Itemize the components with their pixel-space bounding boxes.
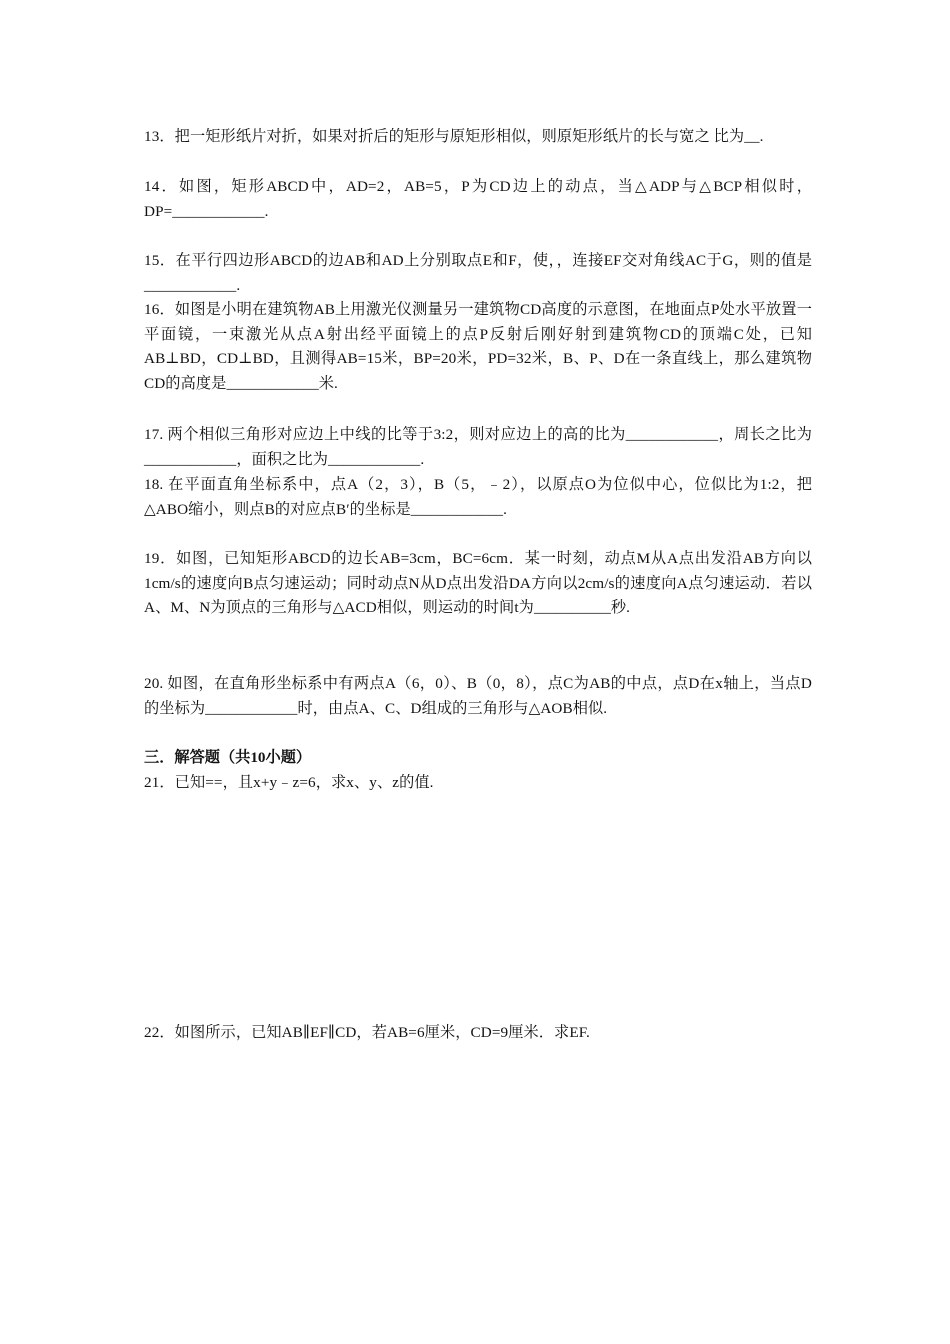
question-20-text: 20. 如图，在直角形坐标系中有两点A（6，0）、B（0，8），点C为AB的中点，点D在x轴上，当点D的坐标为____________时，由点A、C、D组成的三角形与△AOB相似. — [144, 675, 812, 717]
question-18-text: 18. 在平面直角坐标系中，点A（2，3），B（5，﹣2），以原点O为位似中心，位似比为1:2，把△ABO缩小，则点B的对应点B′的坐标是____________. — [144, 476, 812, 518]
question-15 — [144, 249, 812, 298]
question-22-text: 22．如图所示，已知AB∥EF∥CD，若AB=6厘米，CD=9厘米．求EF. — [144, 1024, 590, 1041]
question-21-text: 21．已知==，且x+y﹣z=6，求x、y、z的值. — [144, 774, 434, 791]
question-16-text: 16．如图是小明在建筑物AB上用激光仪测量另一建筑物CD高度的示意图，在地面点P处水平放置一平面镜，一束激光从点A射出经平面镜上的点P反射后刚好射到建筑物CD的顶端C处，已知AB⊥BD，CD⊥BD，且测得AB=15米，BP=20米，PD=32米，B、P、D在一条直线上，那么建筑物CD的高度是____________米. — [144, 301, 812, 392]
question-14 — [144, 175, 812, 224]
question-21 — [144, 771, 812, 796]
question-13-text: 13．把一矩形纸片对折，如果对折后的矩形与原矩形相似，则原矩形纸片的长与宽之 比为__. — [144, 128, 764, 145]
question-20 — [144, 672, 812, 721]
question-19 — [144, 547, 812, 621]
question-17 — [144, 423, 812, 472]
question-19-text: 19．如图，已知矩形ABCD的边长AB=3cm，BC=6cm．某一时刻，动点M从A点出发沿AB方向以1cm/s的速度向B点匀速运动；同时动点N从D点出发沿DA方向以2cm/s的速度向A点匀速运动．若以A、M、N为顶点的三角形与△ACD相似，则运动的时间t为__________秒. — [144, 550, 812, 616]
question-14-text: 14．如图，矩形ABCD中，AD=2，AB=5，P为CD边上的动点，当△ADP与△BCP相似时，DP=____________. — [144, 178, 812, 220]
question-18 — [144, 473, 812, 522]
question-16 — [144, 298, 812, 396]
section-heading-answers: 三．解答题（共10小题） — [144, 749, 312, 766]
question-22 — [144, 1021, 812, 1046]
question-17-text: 17. 两个相似三角形对应边上中线的比等于3:2，则对应边上的高的比为____________，周长之比为____________，面积之比为____________. — [144, 426, 812, 468]
question-13 — [144, 125, 812, 150]
question-15-text: 15．在平行四边形ABCD的边AB和AD上分别取点E和F，使，，连接EF交对角线AC于G，则的值是____________. — [144, 252, 812, 294]
